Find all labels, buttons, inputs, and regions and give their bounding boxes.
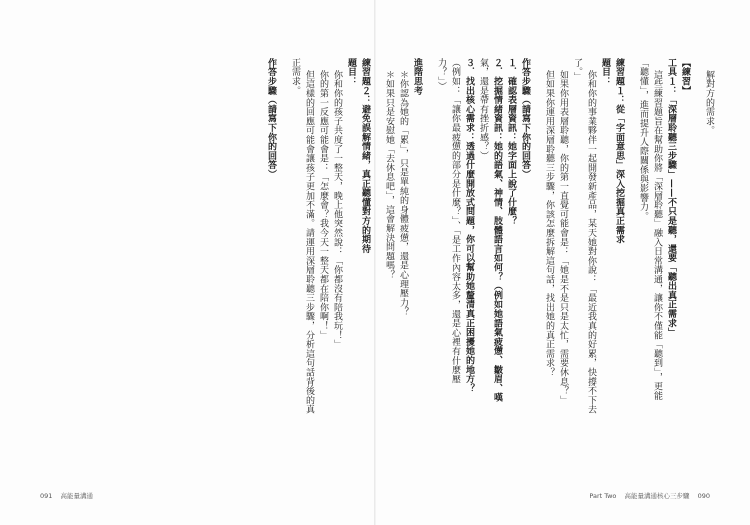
text-column: 【練習】: [680, 58, 690, 96]
text-column: 進階思考: [412, 58, 422, 96]
text-column: 解對方的需求。: [704, 70, 714, 136]
text-column: 「聽懂」，進而提升人際關係與影響力。: [638, 58, 648, 221]
text-column: 工具１：「深層聆聽三步驟」——不只是聽，還要「聽出真正需求」: [666, 58, 676, 337]
text-column: 作答步驟（請寫下你的回答）: [266, 58, 276, 179]
text-column: 練習題２：避免誤解情緒，真正聽懂對方的期待: [360, 58, 370, 254]
text-column: 練習題１：從「字面意思」深入挖掘真正需求: [614, 58, 624, 244]
right-section-label: Part Two: [589, 492, 617, 500]
text-column: ＊你認為她的「累」，只是單純的身體疲憊，還是心理壓力？: [398, 70, 408, 317]
column-spacer: [424, 58, 434, 468]
text-column: ３．找出核心需求：透過什麼開放式問題，你可以幫助她釐清真正困擾她的地方？: [464, 58, 474, 393]
right-running-head: 高能量溝通核心三步驟: [624, 492, 690, 500]
text-column: 題目：: [600, 58, 610, 86]
text-column: 了。」: [572, 58, 582, 82]
text-column: 作答步驟（請寫下你的回答）: [520, 58, 530, 179]
text-column: 這些練習題旨在幫助你將「深層聆聽」融入日常溝通，讓你不僅能「聽到」，更能: [652, 70, 662, 401]
text-column: 你的第一反應可能會是：「怎麼會？我今天一整天都在陪你啊！」: [318, 70, 328, 340]
column-spacer: [278, 58, 288, 468]
text-column: （例如：「讓你最疲憊的部分是什麼？」、「是工作內容太多，還是心裡有什麼壓: [450, 58, 460, 384]
text-column: 氣，還是帶有挫折感？）: [478, 58, 488, 161]
column-spacer: [532, 58, 542, 468]
text-column: 題目：: [346, 58, 356, 86]
text-column: ＊如果只是安慰她「去休息吧」，這會解決問題嗎？: [384, 70, 394, 280]
text-column: 你和你的事業夥伴一起開發新產品，某天她對你說：「最近我真的好累，快撐不下去: [586, 70, 596, 415]
text-column: 正需求。: [290, 58, 300, 96]
right-page-footer: [583, 491, 710, 500]
column-spacer: [626, 58, 636, 468]
text-column: 力？」）: [436, 58, 446, 91]
text-column: 但如果你運用深層聆聽三步驟，你該怎麼拆解這句話，找出她的真正需求？: [544, 70, 554, 377]
column-spacer: [372, 58, 382, 468]
left-page-number: 091: [40, 492, 53, 500]
text-column: ２．挖掘情緒資訊：她的語氣、神情、肢體語言如何？（例如她語氣疲憊、皺眉、嘆: [492, 58, 502, 403]
text-column: 你和你的孩子共度了一整天，晚上他突然說：「你都沒有陪我玩！」: [332, 70, 342, 349]
left-running-head: 高能量溝通: [60, 492, 93, 500]
column-spacer: [692, 58, 702, 468]
text-column: 但這樣的回應可能會讓孩子更加不滿。請運用深層聆聽三步驟，分析這句話背後的真: [304, 70, 314, 415]
vertical-text-body: [40, 58, 716, 468]
right-page-number: 090: [697, 492, 710, 500]
text-column: １．確認表層資訊：她字面上說了什麼？: [506, 58, 516, 226]
text-column: 如果你用表層聆聽，你的第一直覺可能會是：「她是不是只是太忙，需要休息？」: [558, 70, 568, 405]
left-page-footer: [40, 491, 99, 500]
